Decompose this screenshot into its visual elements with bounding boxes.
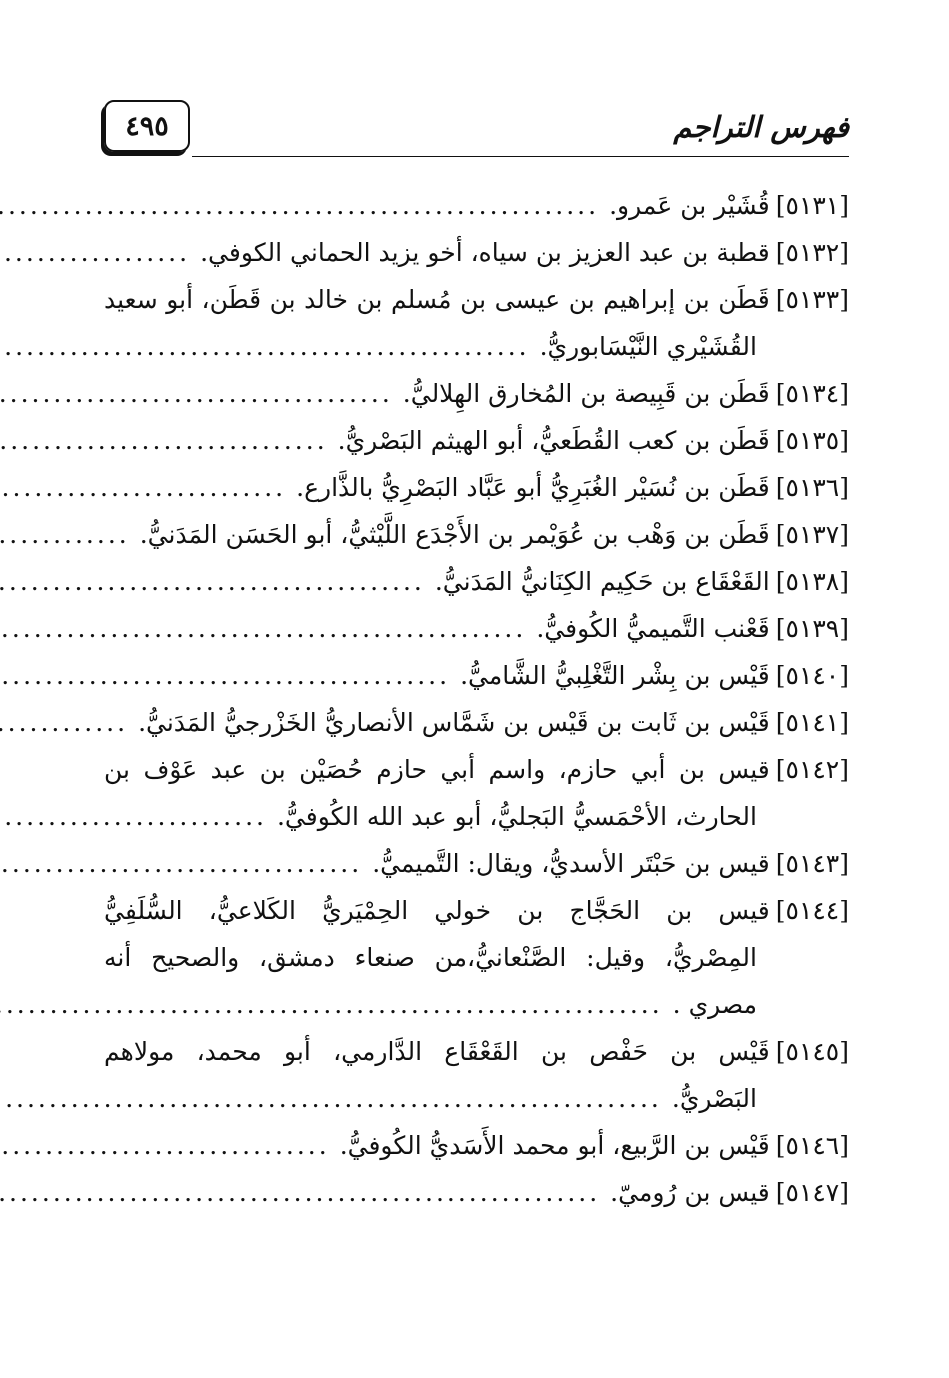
index-entry <box>104 511 849 558</box>
dot-leader <box>0 182 599 229</box>
entry-line <box>104 605 849 652</box>
entry-line <box>104 1169 849 1216</box>
entry-line <box>104 981 849 1028</box>
entry-text: قَيْس بن ثَابت بن قَيْس بن شَمَّاس الأنصاريُّ الخَزْرجيُّ المَدَنيُّ. <box>138 708 770 737</box>
page-header <box>104 100 849 158</box>
entry-text: قَيْس بن بِشْر التَّغْلِبيُّ الشَّاميُّ. <box>460 661 770 690</box>
entry-text: قَيْس بن الرَّبيع، أبو محمد الأَسَديُّ الكُوفيُّ. <box>339 1131 770 1160</box>
index-entry <box>104 1122 849 1169</box>
index-entry <box>104 605 849 652</box>
entry-number: [٥١٤٢] <box>775 755 849 784</box>
entry-line <box>104 793 849 840</box>
entry-number: [٥١٤٤] <box>775 896 849 925</box>
dot-leader <box>0 511 130 558</box>
page-number-box <box>104 100 190 152</box>
entry-line <box>104 464 849 511</box>
entry-text: البَصْريُّ. <box>671 1084 757 1113</box>
entry-number: [٥١٤١] <box>775 708 849 737</box>
entry-line <box>104 887 849 934</box>
dot-leader <box>0 558 425 605</box>
entry-line <box>104 652 849 699</box>
entry-text: قطبة بن عبد العزيز بن سياه، أخو يزيد الحماني الكوفي. <box>200 238 770 267</box>
index-entries <box>104 182 849 1216</box>
entry-line <box>104 746 849 793</box>
entry-number: [٥١٤٧] <box>775 1178 849 1207</box>
dot-leader <box>0 652 450 699</box>
entry-number: [٥١٣٥] <box>775 426 849 455</box>
index-entry <box>104 464 849 511</box>
entry-line <box>104 558 849 605</box>
entry-number: [٥١٣٨] <box>775 567 849 596</box>
entry-line <box>104 323 849 370</box>
entry-number: [٥١٣٩] <box>775 614 849 643</box>
running-title: فهرس التراجم <box>673 110 849 144</box>
dot-leader <box>0 464 286 511</box>
entry-line <box>104 1075 849 1122</box>
entry-text: قيس بن أبي حازم، واسم أبي حازم حُصَيْن بن عبد عَوْف بن <box>104 755 770 784</box>
entry-line <box>104 699 849 746</box>
index-entry <box>104 370 849 417</box>
entry-text: المِصْريُّ، وقيل: الصَّنْعانيُّ،من صنعاء دمشق، والصحيح أنه <box>104 943 757 972</box>
dot-leader <box>0 605 526 652</box>
index-entry <box>104 229 849 276</box>
index-entry <box>104 558 849 605</box>
page-number: ٤٩٥ <box>125 110 169 142</box>
entry-line <box>104 417 849 464</box>
entry-number: [٥١٣٦] <box>775 473 849 502</box>
entry-text: قَعْنب التَّميميُّ الكُوفيُّ. <box>536 614 770 643</box>
entry-text: قُشَيْر بن عَمرو. <box>609 191 770 220</box>
entry-text: مصري . <box>672 990 757 1019</box>
dot-leader <box>0 370 393 417</box>
dot-leader <box>0 229 190 276</box>
entry-number: [٥١٣١] <box>775 191 849 220</box>
index-entry <box>104 1028 849 1122</box>
dot-leader <box>0 840 362 887</box>
dot-leader <box>0 699 128 746</box>
index-entry <box>104 840 849 887</box>
entry-text: القَعْقَاع بن حَكِيم الكِنَانيُّ المَدَنيُّ. <box>434 567 770 596</box>
header-rule <box>192 156 849 157</box>
entry-number: [٥١٤٣] <box>775 849 849 878</box>
dot-leader <box>0 323 530 370</box>
index-entry <box>104 887 849 1028</box>
index-entry <box>104 182 849 229</box>
entry-number: [٥١٤٦] <box>775 1131 849 1160</box>
entry-text: القُشَيْري النَّيْسَابوريُّ. <box>539 332 757 361</box>
entry-text: قَطَن بن قَبِيصة بن المُخارق الهِلاليُّ. <box>402 379 770 408</box>
entry-text: قَطَن بن نُسَيْر الغُبَرِيُّ أبو عَبَّاد البَصْرِيُّ بالذَّارع. <box>296 473 770 502</box>
entry-number: [٥١٣٢] <box>775 238 849 267</box>
index-entry <box>104 417 849 464</box>
entry-line <box>104 229 849 276</box>
entry-text: قَطَن بن وَهْب بن عُوَيْمر بن الأَجْدَع اللَّيْثيُّ، أبو الحَسَن المَدَنيُّ. <box>139 520 770 549</box>
entry-line <box>104 276 849 323</box>
index-entry <box>104 1169 849 1216</box>
entry-text: الحارث، الأحْمَسيُّ البَجليُّ، أبو عبد الله الكُوفيُّ. <box>276 802 757 831</box>
index-entry <box>104 699 849 746</box>
entry-number: [٥١٣٤] <box>775 379 849 408</box>
entry-number: [٥١٣٣] <box>775 285 849 314</box>
entry-line <box>104 840 849 887</box>
entry-number: [٥١٤٥] <box>775 1037 849 1066</box>
dot-leader <box>0 981 663 1028</box>
entry-line <box>104 1028 849 1075</box>
entry-line <box>104 182 849 229</box>
entry-line <box>104 934 849 981</box>
entry-text: قَطَن بن كعب القُطَعيُّ، أبو الهيثم البَصْريُّ. <box>337 426 770 455</box>
entry-text: قيس بن رُوميّ. <box>610 1178 770 1207</box>
entry-number: [٥١٣٧] <box>775 520 849 549</box>
entry-line <box>104 511 849 558</box>
dot-leader <box>0 793 267 840</box>
entry-number: [٥١٤٠] <box>775 661 849 690</box>
index-entry <box>104 746 849 840</box>
dot-leader <box>0 1075 662 1122</box>
entry-text: قيس بن حَبْتَر الأسديُّ، ويقال: التَّميميُّ. <box>372 849 770 878</box>
entry-text: قَيْس بن حَفْص بن القَعْقَاع الدَّارمي، أبو محمد، مولاهم <box>104 1037 770 1066</box>
dot-leader <box>0 417 328 464</box>
entry-text: قَطَن بن إبراهيم بن عيسى بن مُسلم بن خالد بن قَطَن، أبو سعيد <box>104 285 770 314</box>
entry-line <box>104 1122 849 1169</box>
entry-text: قيس بن الحَجَّاج بن خولي الحِمْيَريُّ الكَلاعيُّ، السُّلَفِيُّ <box>104 896 770 925</box>
index-entry <box>104 652 849 699</box>
dot-leader <box>0 1122 330 1169</box>
dot-leader <box>0 1169 600 1216</box>
entry-line <box>104 370 849 417</box>
index-entry <box>104 276 849 370</box>
